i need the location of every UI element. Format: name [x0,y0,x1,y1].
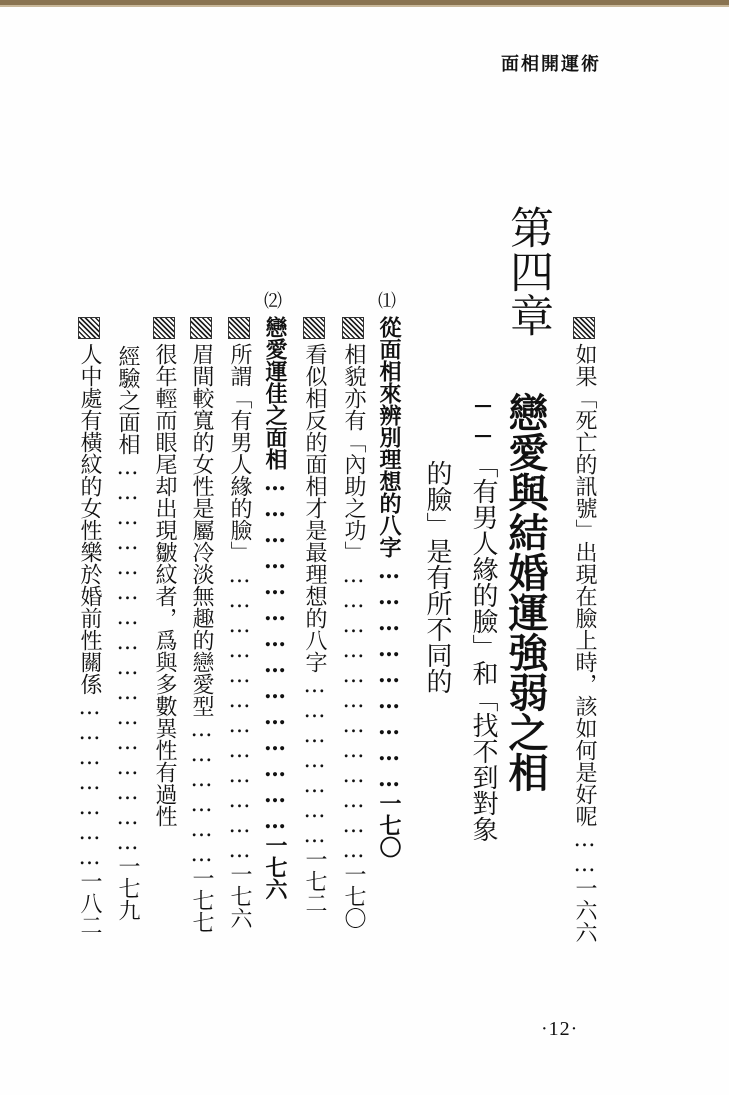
top-border-accent [0,5,729,7]
toc-entry-page: 一七六 [262,834,288,900]
toc-entry-6[interactable] [228,317,250,929]
chapter-label: 第四章 [502,205,553,337]
toc-entry-text: 相貌亦有「內助之功」 [341,343,366,563]
toc-entry-dots: ……………………… [376,558,402,792]
toc-entry-1[interactable] [573,317,595,943]
toc-entry-text: 所謂「有男人緣的臉」 [227,343,252,563]
toc-entry-text: 戀愛運佳之面相 [262,316,288,470]
toc-entry-8[interactable] [153,317,175,827]
toc-entry-text: 人中處有橫紋的女性樂於婚前性關係 [77,343,102,695]
page-number: ·12· [541,1018,579,1040]
toc-entry-page: 一七七 [189,867,214,933]
toc-entry-dots: ……………………………… [341,563,366,863]
toc-entry-text: 如果「死亡的訊號」出現在臉上時，該如何是好呢 [572,343,597,827]
section-number-2: ⑵ [264,291,282,311]
toc-entry-page: 一七九 [115,855,140,921]
section-number-1: ⑴ [378,291,396,311]
toc-entry-page: 一七二 [302,848,327,914]
bullet-square-icon [78,317,100,339]
chapter-title: 戀愛與結婚運強弱之相 [502,392,548,792]
toc-entry-page: 一七〇 [341,863,366,929]
toc-entry-4[interactable] [303,317,325,914]
bullet-square-icon [190,317,212,339]
toc-entry-dots: ……………………………… [227,563,252,863]
bullet-square-icon [228,317,250,339]
toc-entry-text-cont: 經驗之面相 [115,345,140,455]
chapter-subtitle-line2: 的臉」是有所不同的 [422,460,452,694]
bullet-square-icon [573,317,595,339]
toc-entry-5[interactable] [264,316,286,900]
chapter-subtitle-line1: ──「有男人緣的臉」和「找不到對象 [468,392,498,842]
toc-entry-page: 一八二 [77,870,102,936]
toc-entry-page: 一七六 [227,863,252,929]
toc-entry-dots: ………………… [77,695,102,870]
toc-entry-dots: …………………………………… [262,470,288,834]
toc-entry-text: 看似相反的面相才是最理想的八字 [302,343,327,673]
toc-entry-dots: ……………… [189,717,214,867]
toc-entry-dots: ………………… [302,673,327,848]
toc-entry-8-continued[interactable] [116,345,138,921]
toc-entry-dots: ………………………………………… [115,455,140,855]
toc-entry-page: 一六六 [572,877,597,943]
bullet-square-icon [153,317,175,339]
toc-entry-text: 眉間較寬的女性是屬冷淡無趣的戀愛型 [189,343,214,717]
running-header: 面相開運術 [501,54,601,75]
toc-entry-text: 很年輕而眼尾却出現皺紋者，爲與多數異性有過性 [152,343,177,827]
toc-entry-text: 從面相來辨別理想的八字 [376,316,402,558]
toc-entry-2[interactable] [378,316,400,858]
toc-entry-9[interactable] [78,317,100,936]
toc-entry-3[interactable] [342,317,364,929]
bullet-square-icon [303,317,325,339]
toc-entry-page: 一七〇 [376,792,402,858]
toc-entry-dots: …… [572,827,597,877]
bullet-square-icon [342,317,364,339]
toc-entry-7[interactable] [190,317,212,933]
